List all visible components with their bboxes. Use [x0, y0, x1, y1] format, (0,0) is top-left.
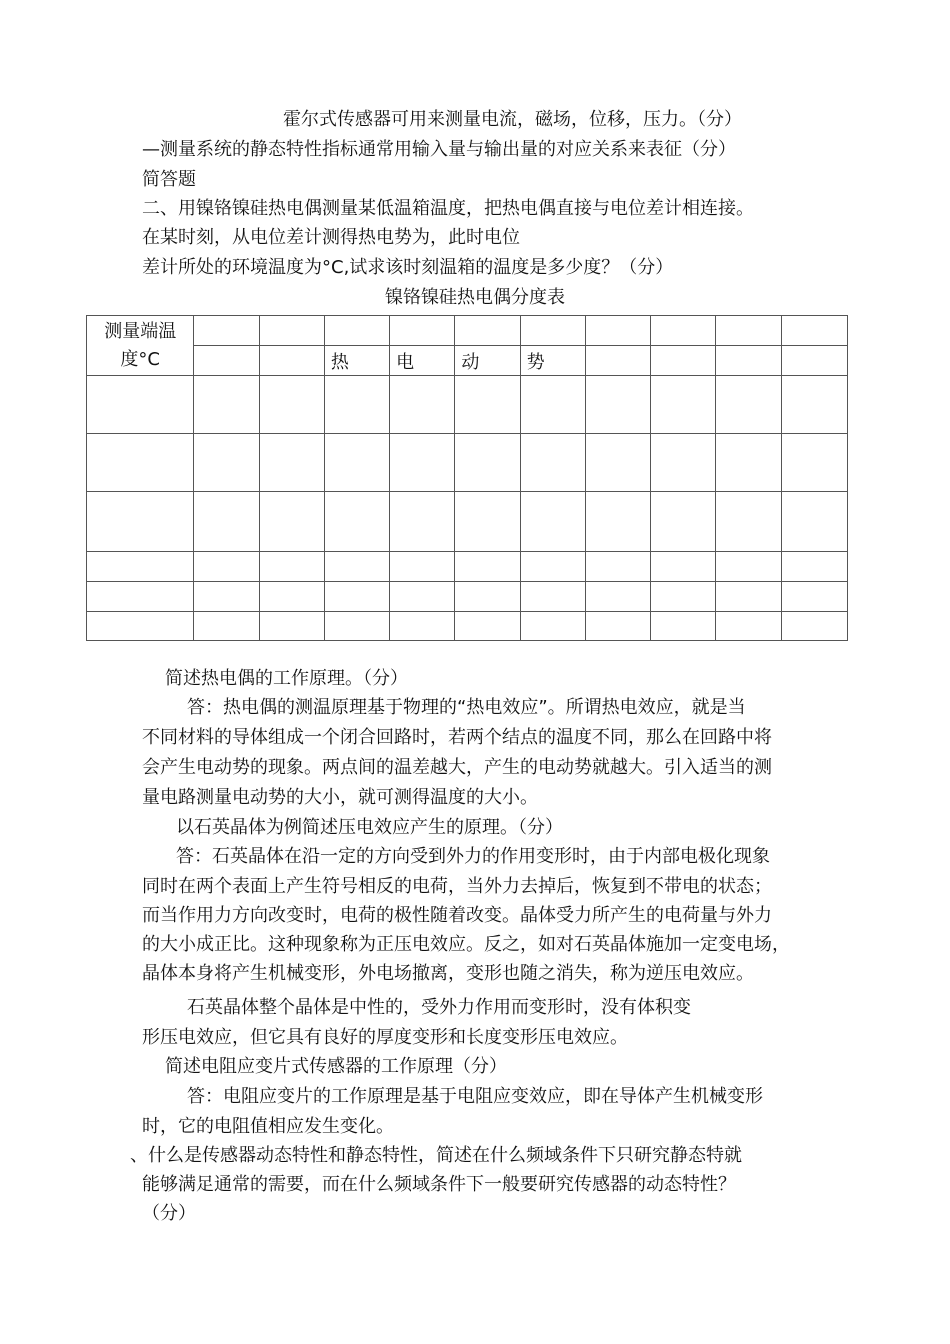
question-dynamic-characteristic-line: 、什么是传感器动态特性和静态特性，简述在什么频域条件下只研究静态特就: [130, 1145, 742, 1166]
answer-piezoelectric-line: 答：石英晶体在沿一定的方向受到外力的作用变形时，由于内部电极化现象: [176, 846, 770, 867]
table-header-row-1: [87, 316, 848, 346]
table-row: [87, 552, 848, 582]
question-piezoelectric: 以石英晶体为例简述压电效应产生的原理。（分）: [176, 817, 563, 838]
question-strain-gauge: 简述电阻应变片式传感器的工作原理（分）: [165, 1056, 507, 1077]
table-row: [87, 612, 848, 641]
table-row: [87, 376, 848, 434]
answer-thermocouple-line: 不同材料的导体组成一个闭合回路时，若两个结点的温度不同，那么在回路中将: [142, 727, 772, 748]
answer-piezoelectric-line: 而当作用力方向改变时，电荷的极性随着改变。晶体受力所产生的电荷量与外力: [142, 905, 772, 926]
answer-strain-gauge-line: 答：电阻应变片的工作原理是基于电阻应变效应，即在导体产生机械变形: [187, 1086, 763, 1107]
table-header-emf-char: 动: [455, 346, 520, 376]
table-row: [87, 582, 848, 612]
answer-quartz-neutral-line: 形压电效应，但它具有良好的厚度变形和长度变形压电效应。: [142, 1027, 628, 1048]
answer-strain-gauge-line: 时，它的电阻值相应发生变化。: [142, 1116, 394, 1137]
answer-thermocouple-line: 量电路测量电动势的大小，就可测得温度的大小。: [142, 787, 538, 808]
answer-thermocouple-line: 答：热电偶的测温原理基于物理的“热电效应”。所谓热电效应，就是当: [187, 697, 746, 718]
answer-piezoelectric-line: 晶体本身将产生机械变形，外电场撤离，变形也随之消失，称为逆压电效应。: [142, 963, 754, 984]
answer-thermocouple-line: 会产生电动势的现象。两点间的温差越大，产生的电动势就越大。引入适当的测: [142, 757, 772, 778]
question-2-line-1: 二、用镍铬镍硅热电偶测量某低温箱温度，把热电偶直接与电位差计相连接。: [142, 198, 754, 219]
question-dynamic-characteristic-line: （分）: [142, 1203, 196, 1224]
table-header-emf-char: 势: [520, 346, 585, 376]
line-hall-sensor: 霍尔式传感器可用来测量电流，磁场，位移，压力。（分）: [283, 109, 742, 130]
question-dynamic-characteristic-line: 能够满足通常的需要，而在什么频域条件下一般要研究传感器的动态特性？: [142, 1174, 736, 1195]
question-2-line-3: 差计所处的环境温度为°C,试求该时刻温箱的温度是多少度？（分）: [142, 257, 674, 278]
answer-piezoelectric-line: 的大小成正比。这种现象称为正压电效应。反之，如对石英晶体施加一定变电场，: [142, 934, 790, 955]
table-header-row-2: [87, 346, 848, 376]
table-header-emf-char: 热: [324, 346, 389, 376]
table-title: 镍铬镍硅热电偶分度表: [385, 287, 565, 308]
question-2-line-2: 在某时刻，从电位差计测得热电势为，此时电位: [142, 227, 520, 248]
question-thermocouple: 简述热电偶的工作原理。（分）: [165, 668, 408, 689]
section-heading-short-answer: 简答题: [142, 169, 196, 190]
table-header-temperature: 测量端温度°C: [87, 316, 194, 376]
table-header-emf-char: 电: [390, 346, 455, 376]
line-static-characteristic: —测量系统的静态特性指标通常用输入量与输出量的对应关系来表征（分）: [142, 139, 736, 160]
answer-quartz-neutral-line: 石英晶体整个晶体是中性的，受外力作用而变形时，没有体积变: [187, 997, 691, 1018]
answer-piezoelectric-line: 同时在两个表面上产生符号相反的电荷，当外力去掉后，恢复到不带电的状态；: [142, 876, 772, 897]
table-row: [87, 434, 848, 492]
table-row: [87, 492, 848, 552]
thermocouple-table: [86, 315, 848, 641]
